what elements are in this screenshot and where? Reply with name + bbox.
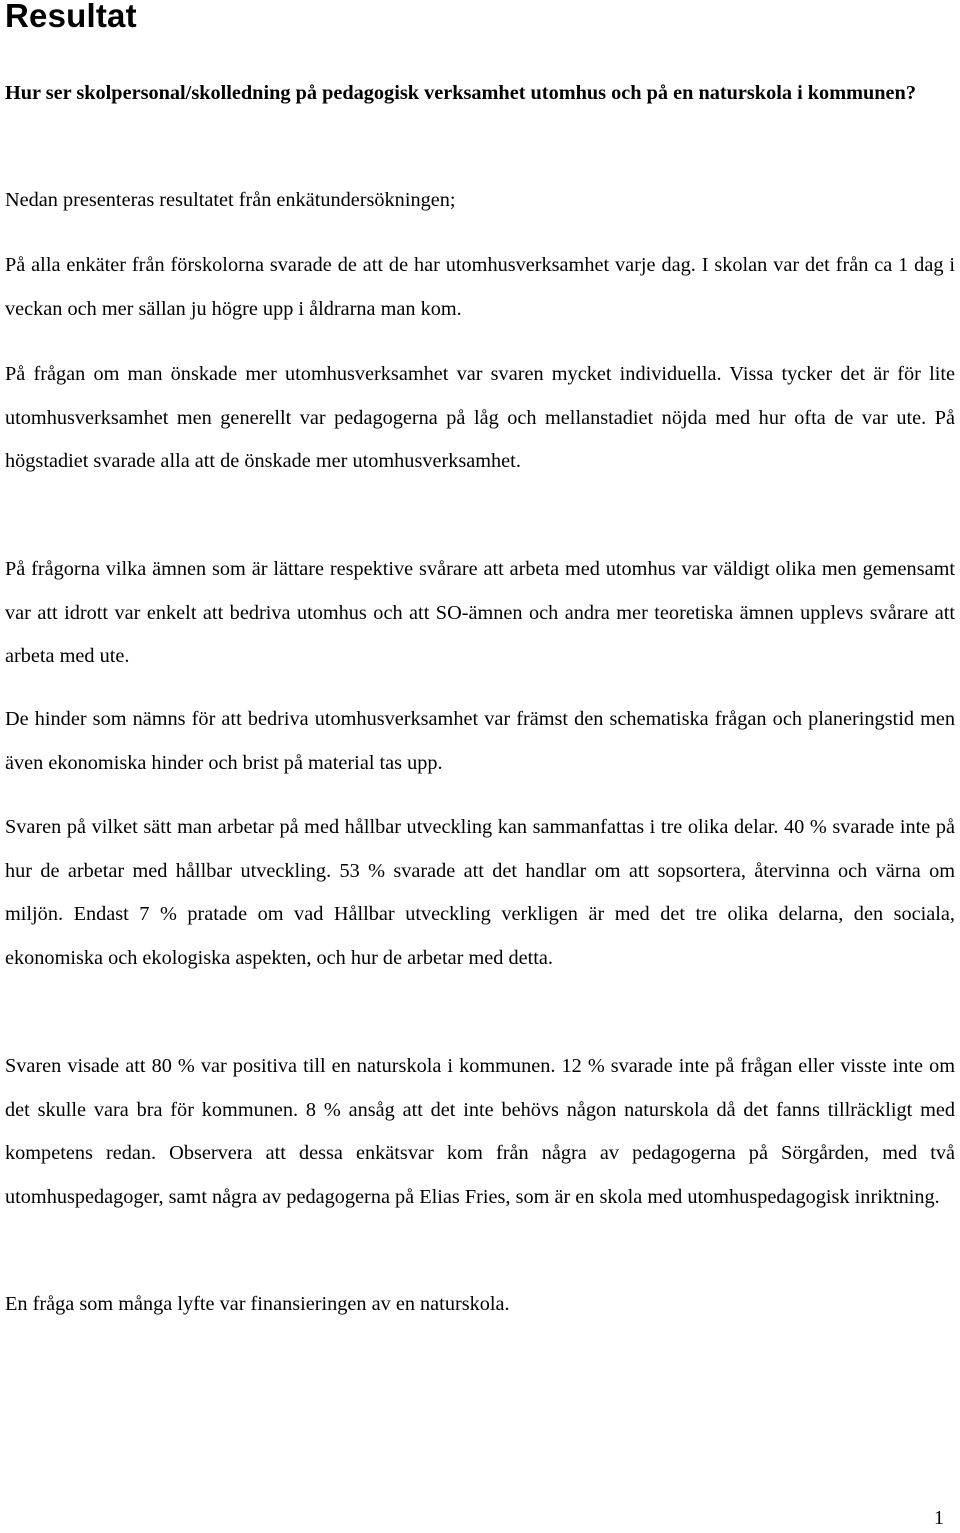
- research-question: Hur ser skolpersonal/skolledning på pedagogisk verksamhet utomhus och på en naturskola i kommunen?: [5, 82, 916, 104]
- page-number: 1: [933, 1507, 944, 1529]
- page-title: Resultat: [5, 0, 137, 34]
- paragraph-nature-school: Svaren visade att 80 % var positiva till en naturskola i kommunen. 12 % svarade inte på frågan eller visste inte om det skulle vara bra för kommunen. 8 % ansåg att det inte behövs någon naturskola då det fanns tillräckligt med kompetens redan. Observera att dessa enkätsvar kom från några av pedagogerna på Sörgården, med två utomhuspedagoger, samt några av pedagogerna på Elias Fries, som är en skola med utomhuspedagogisk inriktning.: [5, 1055, 955, 1208]
- paragraph-obstacles: De hinder som nämns för att bedriva utomhusverksamhet var främst den schematiska frågan och planeringstid men även ekonomiska hinder och brist på material tas upp.: [5, 708, 955, 774]
- paragraph-subjects: På frågorna vilka ämnen som är lättare respektive svårare att arbeta med utomhus var väldigt olika men gemensamt var att idrott var enkelt att bedriva utomhus och att SO-ämnen och andra mer teoretiska ämnen upplevs svårare att arbeta med ute.: [5, 558, 955, 667]
- paragraph-intro: Nedan presenteras resultatet från enkätundersökningen;: [5, 189, 456, 211]
- paragraph-financing: En fråga som många lyfte var finansieringen av en naturskola.: [5, 1293, 510, 1315]
- paragraph-sustainability: Svaren på vilket sätt man arbetar på med hållbar utveckling kan sammanfattas i tre olika delar. 40 % svarade inte på hur de arbetar med hållbar utveckling. 53 % svarade att det handlar om att sopsortera, återvinna och värna om miljön. Endast 7 % pratade om vad Hållbar utveckling verkligen är med det tre olika delarna, den sociala, ekonomiska och ekologiska aspekten, och hur de arbetar med detta.: [5, 816, 955, 969]
- paragraph-outdoor-wishes: På frågan om man önskade mer utomhusverksamhet var svaren mycket individuella. Vissa tycker det är för lite utomhusverksamhet men generellt var pedagogerna på låg och mellanstadiet nöjda med hur ofta de var ute. På högstadiet svarade alla att de önskade mer utomhusverksamhet.: [5, 363, 955, 472]
- document-page: [5, 0, 955, 1533]
- paragraph-outdoor-frequency: På alla enkäter från förskolorna svarade de att de har utomhusverksamhet varje dag. I skolan var det från ca 1 dag i veckan och mer sällan ju högre upp i åldrarna man kom.: [5, 254, 955, 320]
